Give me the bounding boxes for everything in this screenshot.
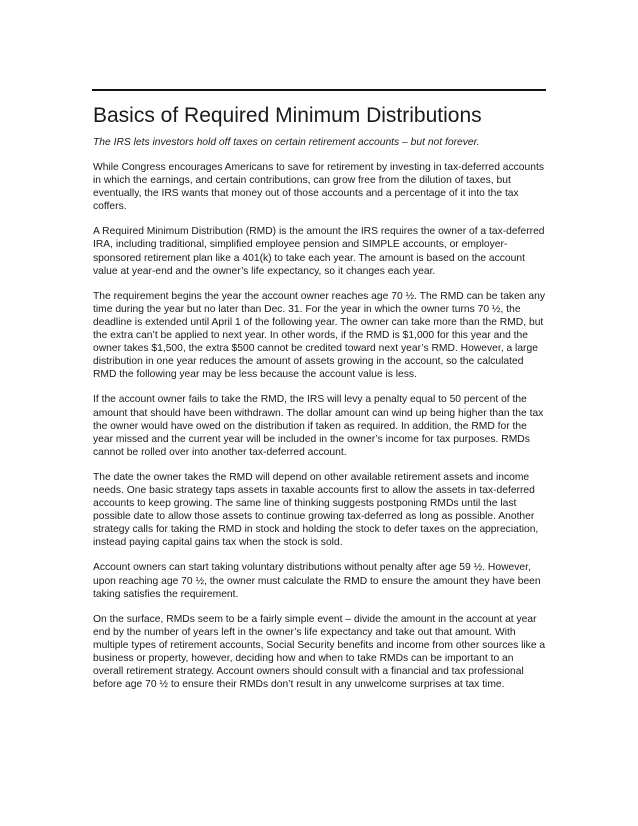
header-rule (92, 89, 546, 91)
paragraph-definition: A Required Minimum Distribution (RMD) is the amount the IRS requires the owner of a tax-deferred IRA, including traditional, simplified employee pension and SIMPLE accounts, or employer-sponsored retirement plan like a 401(k) to take each year. The amount is based on the account value at year-end and the owner’s life expectancy, so it changes each year. (93, 226, 545, 277)
article-body (93, 103, 546, 691)
paragraph-voluntary: Account owners can start taking voluntary distributions without penalty after age 59 ½. However, upon reaching age 70 ½, the owner must calculate the RMD to ensure the amount they have been taking satisfies the requirement. (93, 562, 541, 600)
paragraph-penalty: If the account owner fails to take the RMD, the IRS will levy a penalty equal to 50 percent of the amount that should have been withdrawn. The dollar amount can wind up being higher than the tax the owner would have owed on the distribution if taken as required. In addition, the RMD for the year missed and the current year will be included in the owner’s income for tax purposes. RMDs cannot be rolled over into another tax-deferred account. (93, 394, 544, 458)
article-subtitle: The IRS lets investors hold off taxes on certain retirement accounts – but not forever. (93, 137, 480, 148)
paragraph-strategy: The date the owner takes the RMD will depend on other available retirement assets and income needs. One basic strategy taps assets in taxable accounts first to allow the assets in tax-deferred accounts to keep growing. The same line of thinking suggests postponing RMDs until the last possible date to allow those assets to continue growing tax-deferred as long as possible. Another strategy calls for taking the RMD in stock and holding the stock to defer taxes on the appreciation, instead paying capital gains tax when the stock is sold. (93, 471, 539, 549)
page-title: Basics of Required Minimum Distributions (93, 104, 482, 127)
paragraph-requirement: The requirement begins the year the account owner reaches age 70 ½. The RMD can be taken any time during the year but no later than Dec. 31. For the year in which the owner turns 70 ½, the deadline is extended until April 1 of the following year. The owner can take more than the RMD, but the extra can’t be applied to next year. In other words, if the RMD is $1,000 for this year and the owner takes $1,500, the extra $500 cannot be credited toward next year’s RMD. However, a large distribution in one year reduces the amount of assets growing in the account, so the calculated RMD the following year may be less because the account value is less. (93, 290, 545, 381)
paragraph-intro: While Congress encourages Americans to save for retirement by investing in tax-deferred accounts in which the earnings, and certain contributions, can grow free from the dilution of taxes, but eventually, the IRS wants that money out of those accounts and a percentage of it into the tax coffers. (93, 162, 544, 213)
paragraph-conclusion: On the surface, RMDs seem to be a fairly simple event – divide the amount in the account at year end by the number of years left in the owner’s life expectancy and take out that amount. With multiple types of retirement accounts, Social Security benefits and income from other sources like a business or property, however, deciding how and when to take RMDs can be important to an overall retirement strategy. Account owners should consult with a financial and tax professional before age 70 ½ to ensure their RMDs don’t result in any unwelcome surprises at tax time. (93, 613, 546, 691)
